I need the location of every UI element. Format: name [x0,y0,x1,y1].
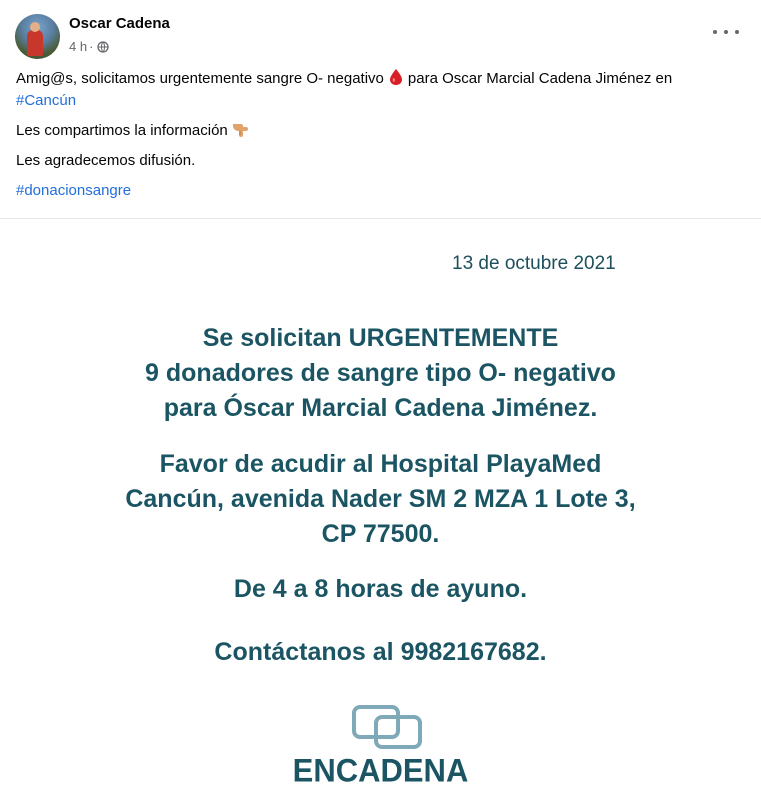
hashtag-cancun[interactable]: #Cancún [16,92,77,109]
more-options-icon[interactable] [713,24,739,40]
post-text-end: para Oscar Marcial Cadena Jiménez en [407,70,673,87]
image-line: Contáctanos al 9982167682. [214,638,547,666]
image-date: 13 de octubre 2021 [452,253,616,274]
post-image[interactable] [0,219,761,802]
blood-drop-icon [390,69,402,85]
meta-separator: · [89,39,94,54]
encadena-logo-text: ENCADENA [292,752,469,789]
author-avatar[interactable] [15,14,60,59]
image-line: 9 donadores de sangre tipo O- negativo [145,359,616,387]
image-block-request [0,321,761,426]
pointing-down-hand-icon [232,122,249,138]
author-name[interactable]: Oscar Cadena [69,15,170,32]
image-line: CP 77500. [321,520,440,548]
post-paragraph-thanks: Les agradecemos difusión. [16,152,196,169]
image-line: De 4 a 8 horas de ayuno. [233,575,528,603]
avatar-head [30,22,40,32]
more-dot [724,30,728,34]
more-dot [735,30,739,34]
image-line: Se solicitan URGENTEMENTE [202,324,559,352]
avatar-figure [27,30,43,56]
encadena-logo-icon [352,701,422,753]
more-dot [713,30,717,34]
post-header [0,0,761,62]
post-body [16,68,751,210]
image-block-contact [0,635,761,670]
image-line: Cancún, avenida Nader SM 2 MZA 1 Lote 3, [125,485,636,513]
post-paragraph-request [16,68,751,112]
image-line: Favor de acudir al Hospital PlayaMed [159,450,602,478]
hashtag-donacionsangre[interactable]: #donacionsangre [16,182,132,199]
globe-icon[interactable] [97,41,109,53]
post-paragraph-hashtag [16,180,751,202]
post-paragraph-share [16,120,751,142]
image-block-fasting [0,572,761,607]
image-line: para Óscar Marcial Cadena Jiménez. [163,394,598,422]
post-meta [69,39,109,54]
post-time[interactable]: 4 h [69,39,88,54]
post-text-share: Les compartimos la información [16,122,228,139]
post-text-start: Amig@s, solicitamos urgentemente sangre O- negativo [16,70,384,87]
image-block-location [0,447,761,552]
